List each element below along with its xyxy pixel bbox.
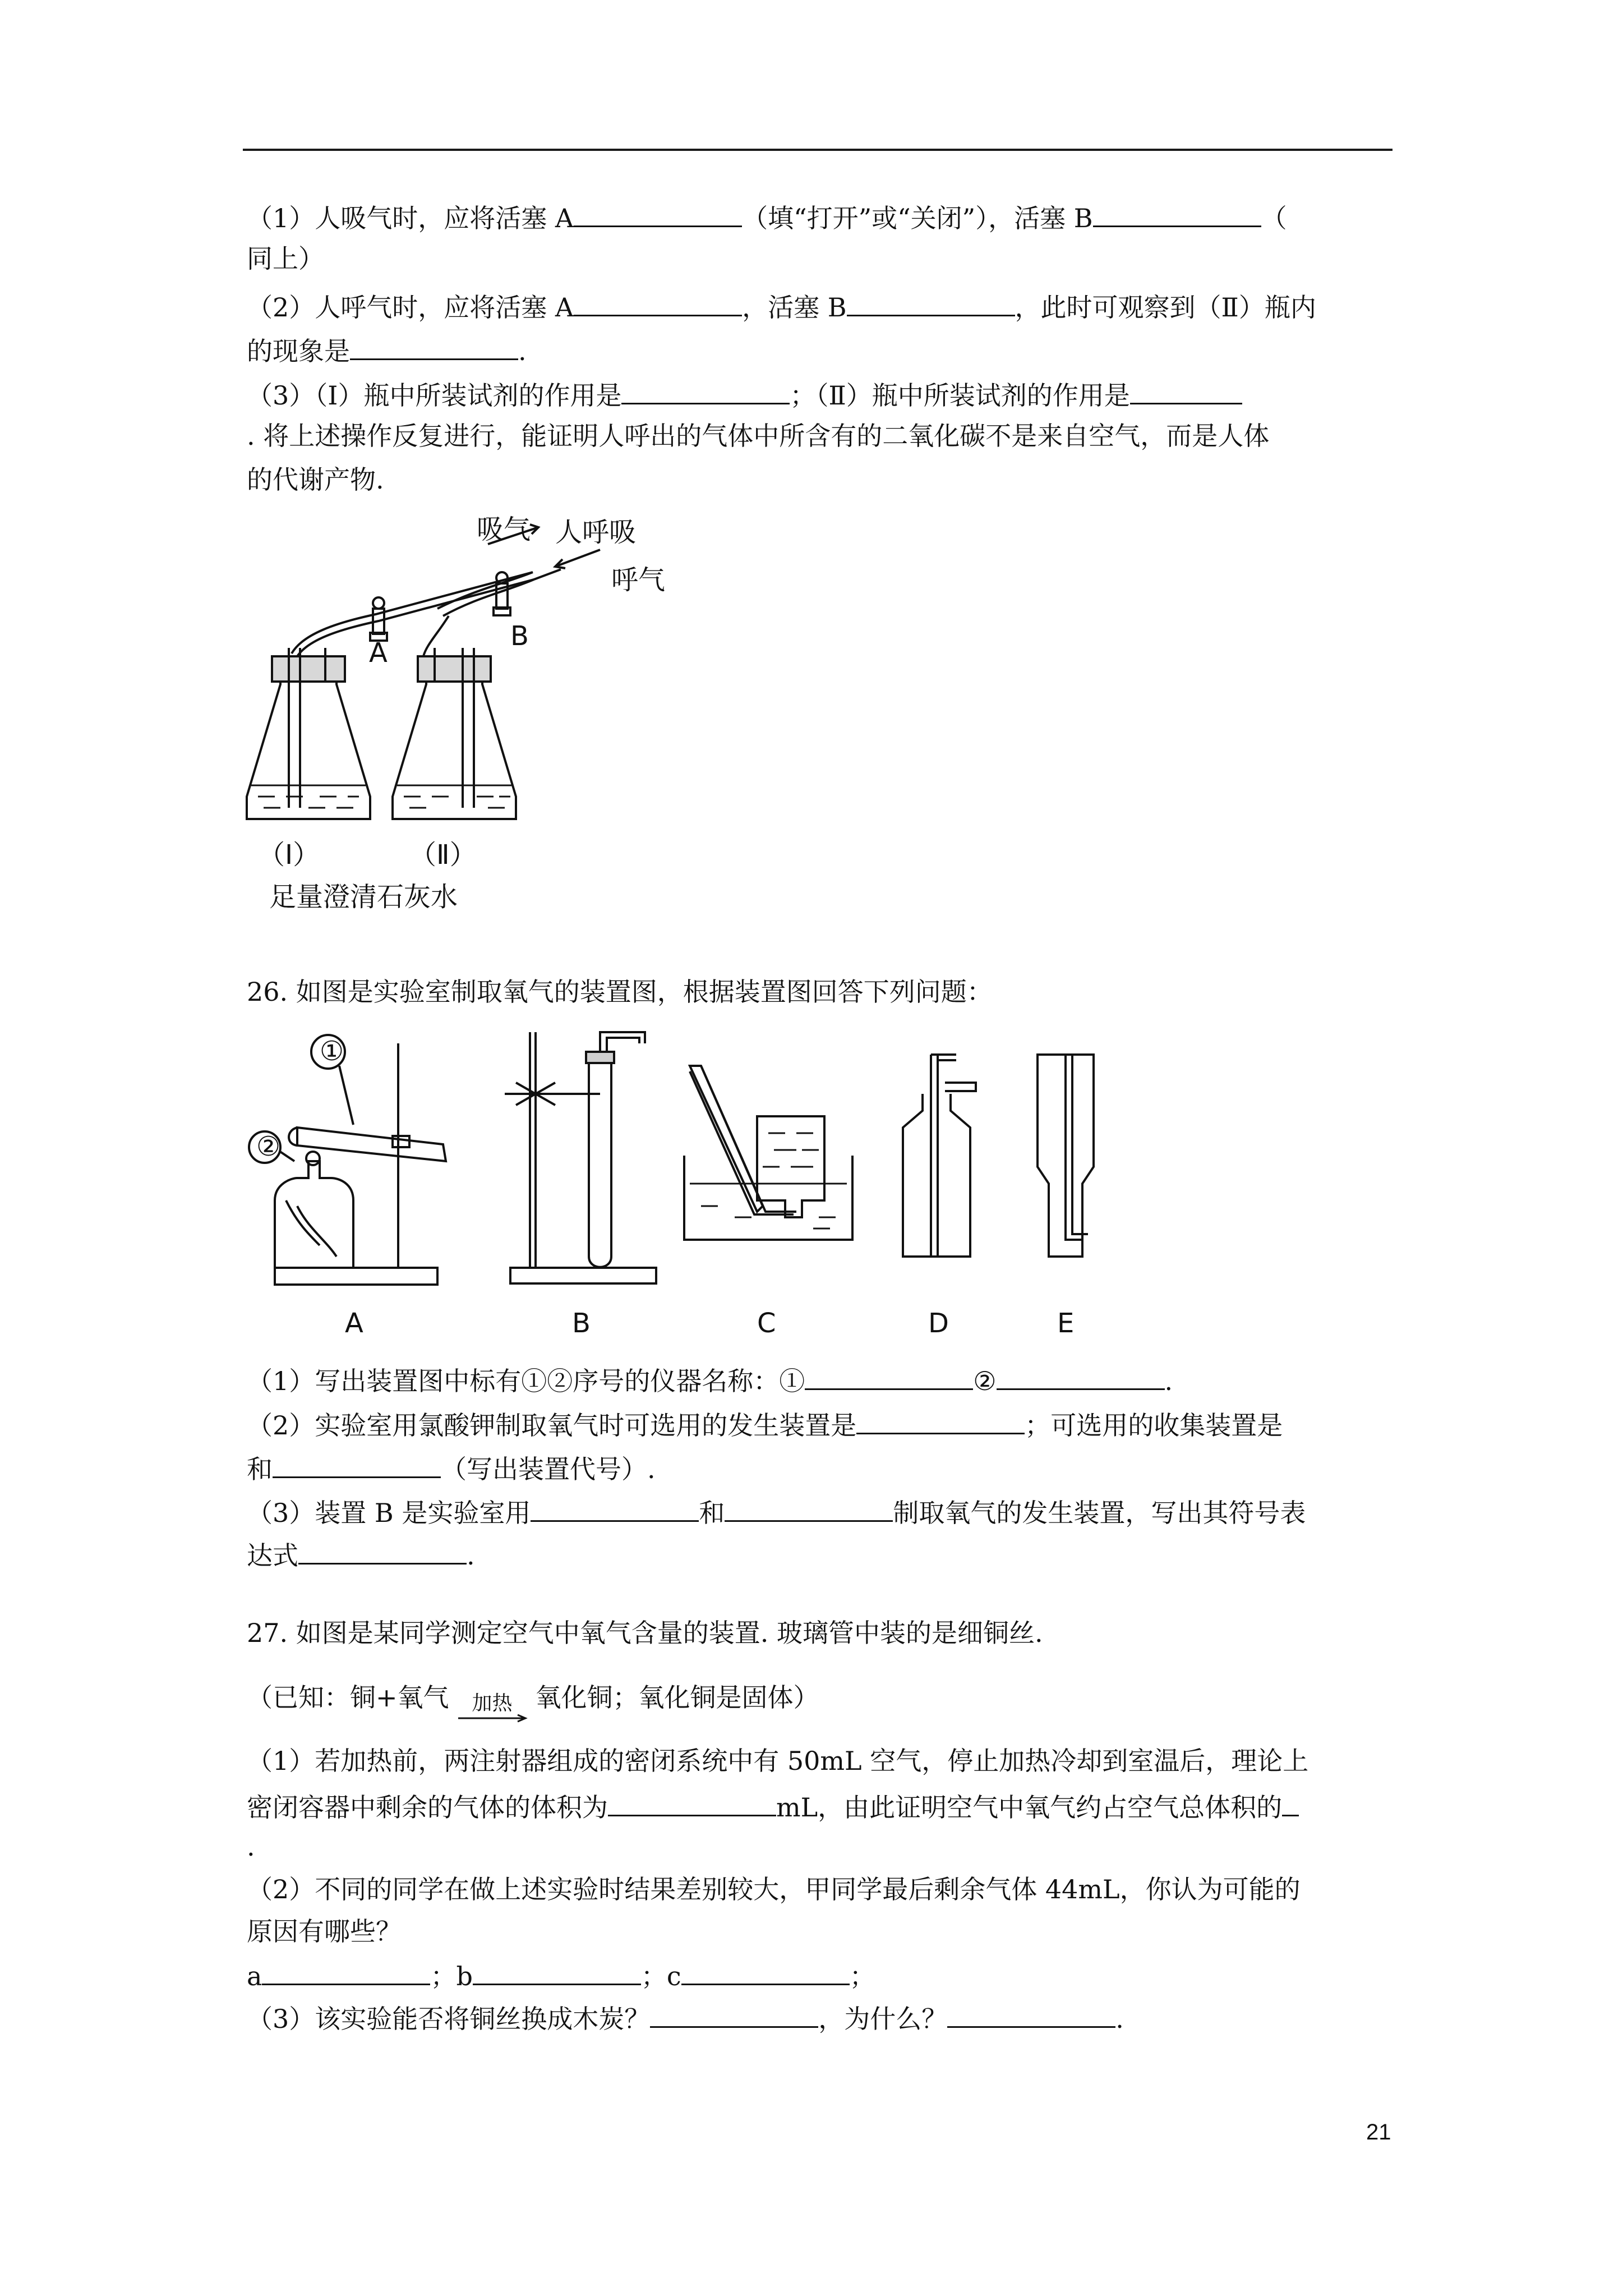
bottle-1-label: （Ⅰ） (258, 839, 320, 871)
device-label-b: B (572, 1308, 591, 1339)
reagent-label: 足量澄清石灰水 (269, 881, 458, 913)
exhale-label: 呼气 (611, 564, 666, 596)
q27-line-2: 密闭容器中剩余的气体的体积为 mL，由此证明空气中氧气约占空气总体积的 (247, 1789, 1299, 1824)
q27-known: （已知：铜+氧气 加热 氧化铜；氧化铜是固体） (247, 1681, 819, 1723)
answer-blank[interactable] (947, 2000, 1115, 2028)
answer-blank[interactable] (608, 1789, 776, 1816)
q27-line-7: （3）该实验能否将铜丝换成木炭？ ，为什么？ . (247, 2000, 1124, 2036)
device-label-d: D (928, 1308, 949, 1339)
valve-a-label: A (369, 637, 388, 669)
q25-line-3: （2）人呼气时，应将活塞 A ，活塞 B ，此时可观察到（Ⅱ）瓶内 (247, 289, 1316, 324)
q25-line-4: 的现象是 . (247, 333, 527, 368)
q27-line-6: a ；b ；c ； (247, 1958, 875, 1993)
q26-line-2: （2）实验室用氯酸钾制取氧气时可选用的发生装置是 ；可选用的收集装置是 (247, 1407, 1283, 1442)
device-label-e: E (1057, 1308, 1075, 1339)
q26-line-1: （1）写出装置图中标有①②序号的仪器名称：① ② . (247, 1363, 1173, 1398)
page-number: 21 (1366, 2120, 1391, 2145)
q25-line-7: 的代谢产物. (247, 464, 384, 495)
answer-blank[interactable] (1093, 200, 1261, 227)
device-label-a: A (345, 1308, 363, 1339)
q27-line-3: . (247, 1832, 255, 1862)
q26-line-5: 达式 . (247, 1537, 475, 1572)
answer-blank[interactable] (997, 1363, 1165, 1390)
header-rule (243, 149, 1393, 151)
answer-blank[interactable] (350, 333, 518, 360)
answer-blank[interactable] (725, 1494, 893, 1522)
valve-b-label: B (510, 620, 529, 652)
inhale-label: 吸气 (477, 514, 531, 545)
answer-blank[interactable] (574, 289, 742, 316)
q25-line-2: 同上） (247, 243, 324, 274)
q25-line-5: （3）（Ⅰ）瓶中所装试剂的作用是 ；（Ⅱ）瓶中所装试剂的作用是 (247, 377, 1242, 412)
q27-line-1: （1）若加热前，两注射器组成的密闭系统中有 50mL 空气，停止加热冷却到室温后，理论上 (247, 1746, 1309, 1776)
answer-blank[interactable] (681, 1958, 850, 1985)
device-label-c: C (757, 1308, 776, 1339)
answer-blank[interactable] (621, 377, 790, 404)
q26-line-4: （3）装置 B 是实验室用 和 制取氧气的发生装置，写出其符号表 (247, 1494, 1306, 1530)
q26-title: 26. 如图是实验室制取氧气的装置图，根据装置图回答下列问题： (247, 977, 993, 1007)
answer-blank[interactable] (262, 1958, 430, 1985)
bottle-2-label: （Ⅱ） (409, 839, 477, 871)
oxygen-apparatus-figure (241, 1021, 1195, 1346)
answer-blank[interactable] (1282, 1789, 1299, 1816)
answer-blank[interactable] (574, 200, 742, 227)
q27-line-5: 原因有哪些？ (247, 1916, 402, 1947)
answer-blank[interactable] (298, 1537, 467, 1565)
q25-line-6: . 将上述操作反复进行，能证明人呼出的气体中所含有的二氧化碳不是来自空气，而是人体 (247, 421, 1270, 451)
marker-1: ① (320, 1036, 344, 1067)
answer-blank[interactable] (1130, 377, 1242, 404)
marker-2: ② (256, 1131, 281, 1162)
q25-line-1: （1）人吸气时，应将活塞 A （填“打开”或“关闭”），活塞 B （ (247, 200, 1287, 235)
answer-blank[interactable] (805, 1363, 973, 1390)
person-breathing-label: 人呼吸 (555, 517, 637, 548)
answer-blank[interactable] (650, 2000, 818, 2028)
answer-blank[interactable] (856, 1407, 1025, 1434)
q27-line-4: （2）不同的同学在做上述实验时结果差别较大，甲同学最后剩余气体 44mL，你认为可能的 (247, 1874, 1301, 1904)
breathing-apparatus-figure (241, 505, 746, 931)
heating-condition-arrow: 加热 (456, 1694, 529, 1723)
q27-title: 27. 如图是某同学测定空气中氧气含量的装置. 玻璃管中装的是细铜丝. (247, 1618, 1043, 1648)
answer-blank[interactable] (473, 1958, 641, 1985)
answer-blank[interactable] (273, 1451, 441, 1478)
answer-blank[interactable] (531, 1494, 699, 1522)
q26-line-3: 和 （写出装置代号）. (247, 1451, 656, 1486)
answer-blank[interactable] (847, 289, 1015, 316)
